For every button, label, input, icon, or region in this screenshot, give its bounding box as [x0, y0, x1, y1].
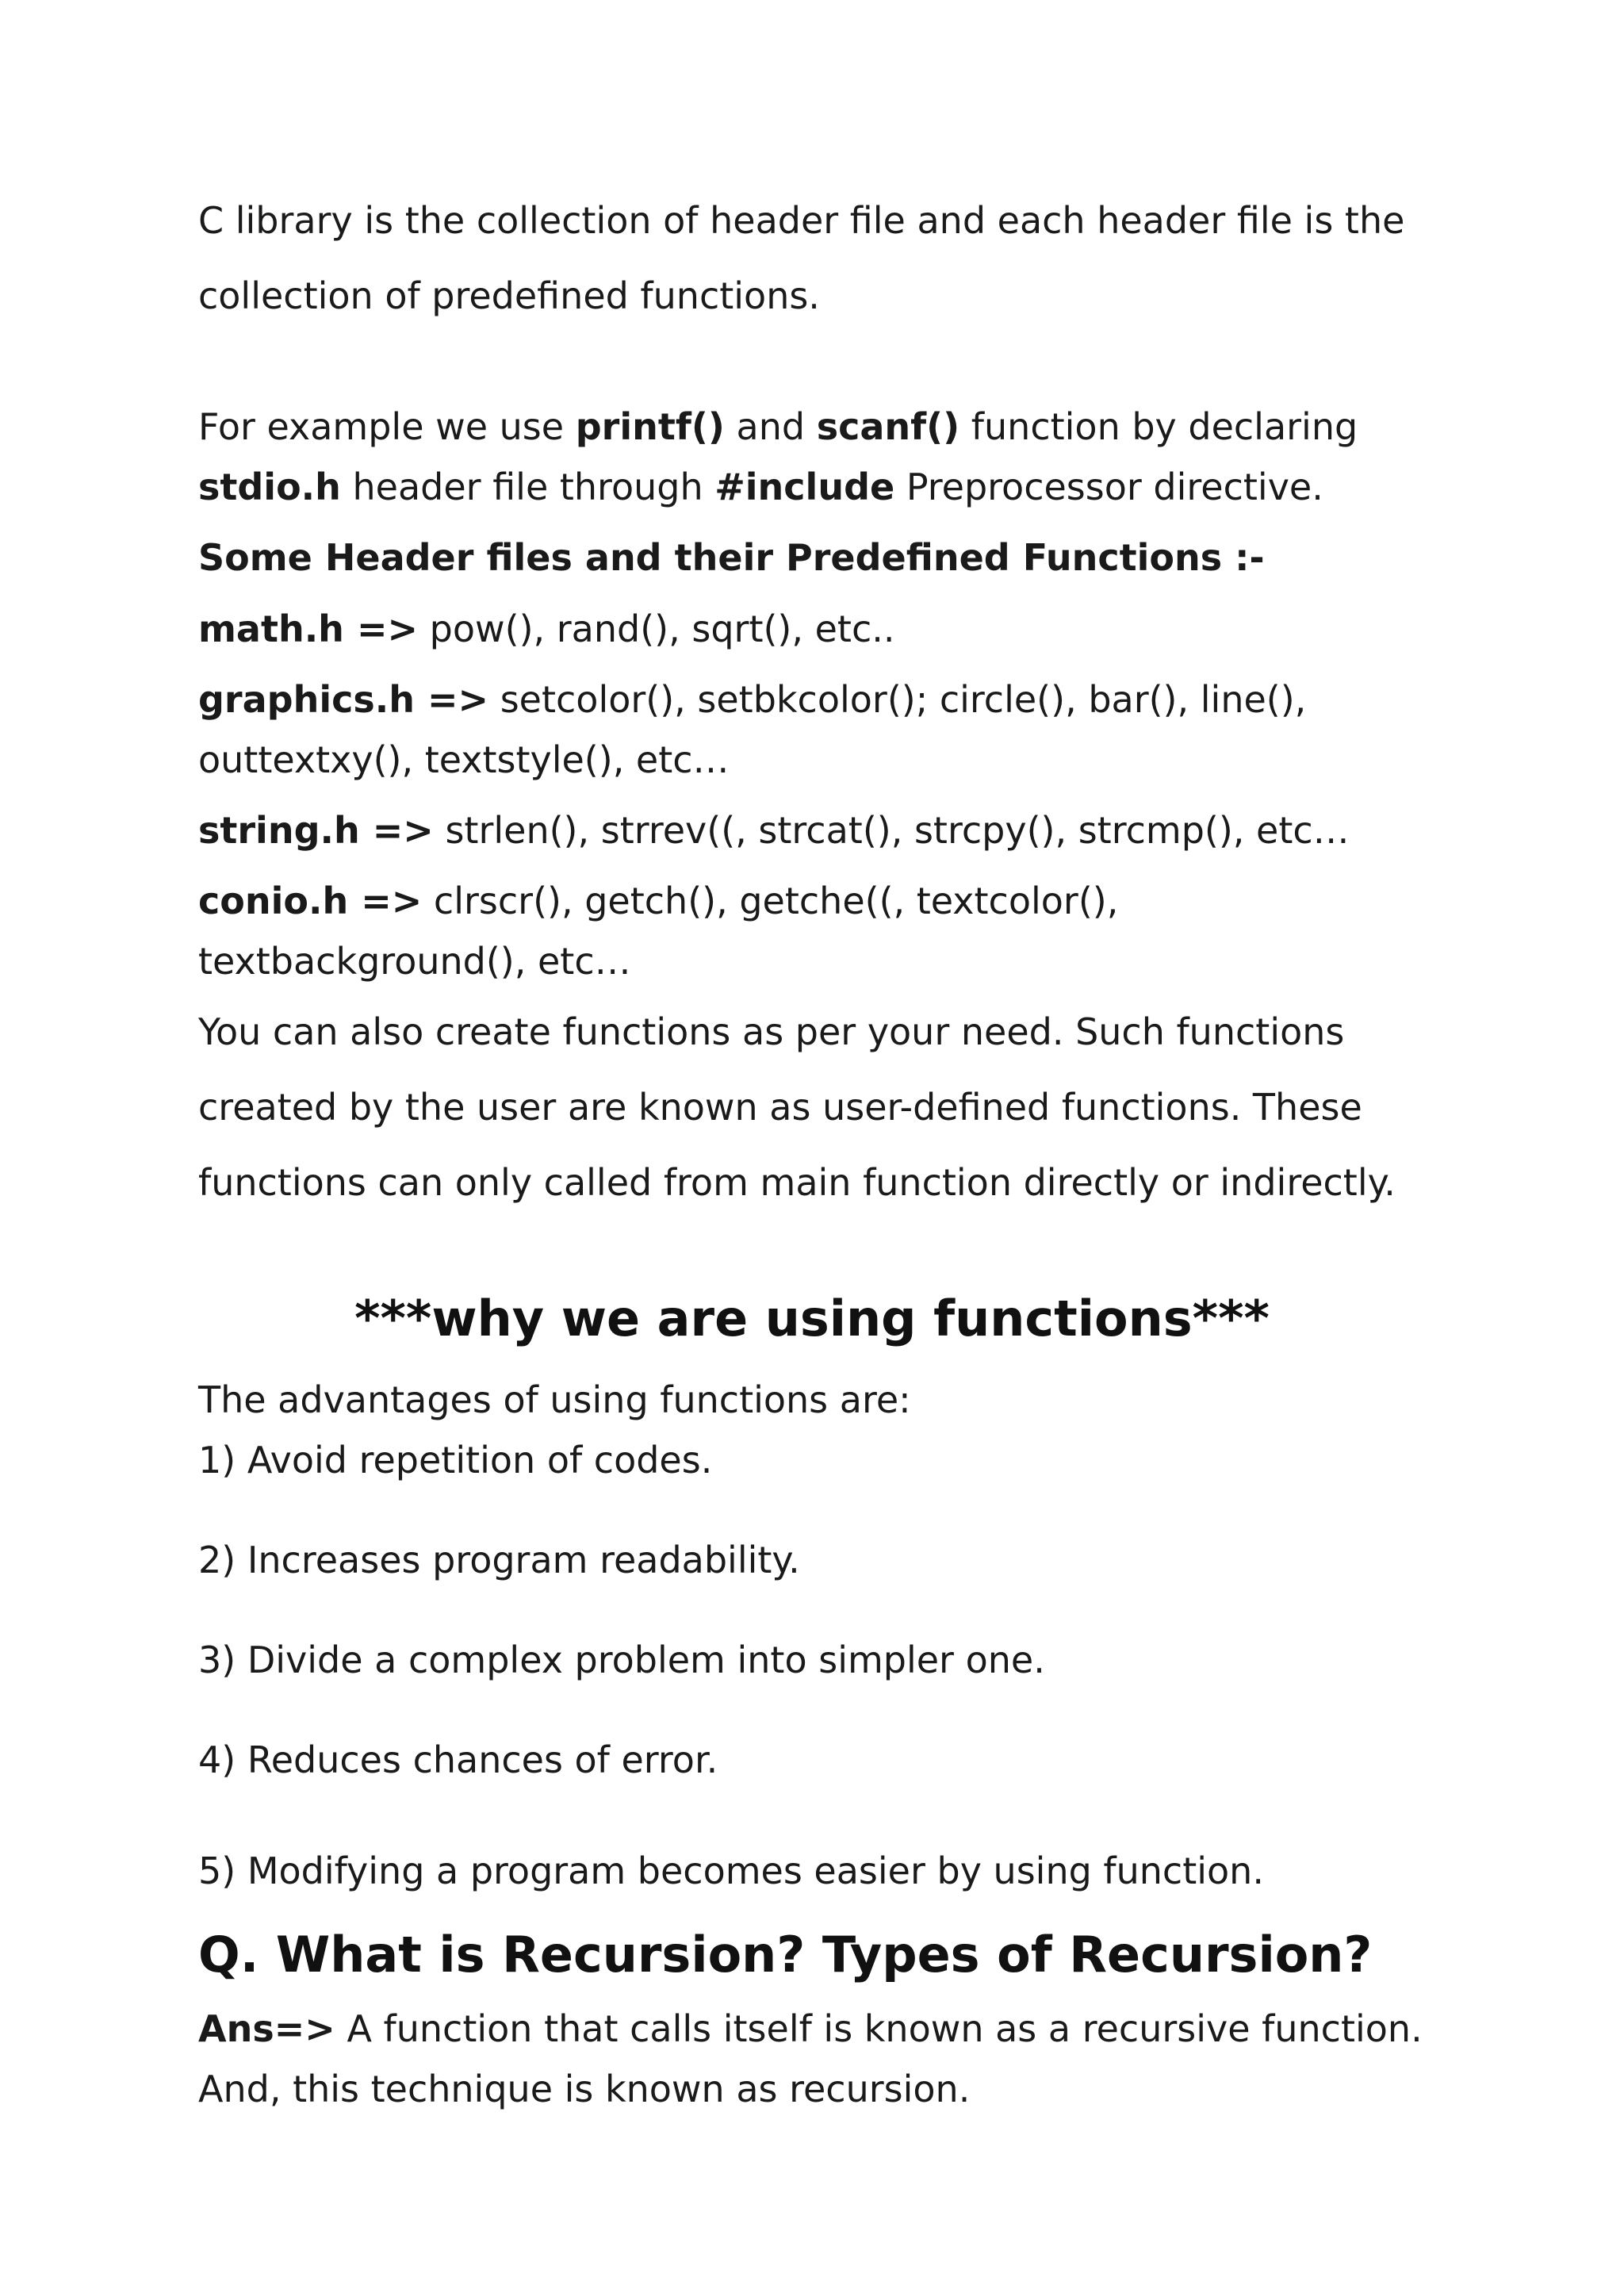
example-text: Preprocessor directive. [894, 466, 1323, 508]
string-h-label: string.h => [198, 809, 434, 852]
advantage-item-5: 5) Modifying a program becomes easier by using function. [198, 1849, 1264, 1892]
why-functions-heading: ***why we are using functions*** [354, 1290, 1270, 1347]
intro-line-1: C library is the collection of header file and each header file is the [198, 199, 1405, 242]
string-h-line [198, 807, 1350, 854]
graphics-h-functions: setcolor(), setbkcolor(); circle(), bar(), line(), [488, 678, 1307, 721]
conio-h-line-1 [198, 877, 1118, 925]
example-text: function by declaring [959, 405, 1358, 448]
graphics-h-label: graphics.h => [198, 678, 489, 721]
include-keyword: #include [714, 466, 895, 508]
example-text: header file through [340, 466, 715, 508]
scanf-keyword: scanf() [816, 405, 960, 448]
advantages-intro: The advantages of using functions are: [198, 1378, 911, 1421]
user-defined-line-2: created by the user are known as user-defined functions. These [198, 1086, 1362, 1129]
answer-label: Ans=> [198, 2007, 335, 2050]
intro-line-2: collection of predefined functions. [198, 274, 820, 317]
example-text: and [724, 405, 817, 448]
graphics-h-line-1 [198, 676, 1306, 723]
user-defined-line-3: functions can only called from main function directly or indirectly. [198, 1161, 1396, 1204]
example-text: For example we use [198, 405, 576, 448]
recursion-answer-line-2: And, this technique is known as recursion. [198, 2068, 971, 2110]
advantage-item-1: 1) Avoid repetition of codes. [198, 1439, 713, 1481]
conio-h-functions: clrscr(), getch(), getche((, textcolor(), [422, 880, 1119, 922]
conio-h-label: conio.h => [198, 880, 423, 922]
math-h-line [198, 605, 894, 653]
example-line-1 [198, 403, 1358, 450]
printf-keyword: printf() [575, 405, 725, 448]
string-h-functions: strlen(), strrev((, strcat(), strcpy(), strcmp(), etc… [433, 809, 1350, 852]
advantage-item-3: 3) Divide a complex problem into simpler one. [198, 1639, 1045, 1681]
conio-h-line-2: textbackground(), etc… [198, 940, 631, 983]
graphics-h-line-2: outtextxy(), textstyle(), etc… [198, 738, 730, 781]
recursion-question-heading: Q. What is Recursion? Types of Recursion? [198, 1926, 1373, 1984]
user-defined-line-1: You can also create functions as per your need. Such functions [198, 1010, 1345, 1053]
example-line-2 [198, 463, 1323, 511]
stdio-keyword: stdio.h [198, 466, 341, 508]
headers-title: Some Header files and their Predefined Functions :- [198, 536, 1265, 579]
math-h-label: math.h => [198, 608, 419, 650]
advantage-item-4: 4) Reduces chances of error. [198, 1738, 718, 1781]
math-h-functions: pow(), rand(), sqrt(), etc.. [418, 608, 895, 650]
recursion-answer-line-1 [198, 2005, 1423, 2053]
answer-text: A function that calls itself is known as a recursive function. [335, 2007, 1423, 2050]
advantage-item-2: 2) Increases program readability. [198, 1539, 800, 1581]
